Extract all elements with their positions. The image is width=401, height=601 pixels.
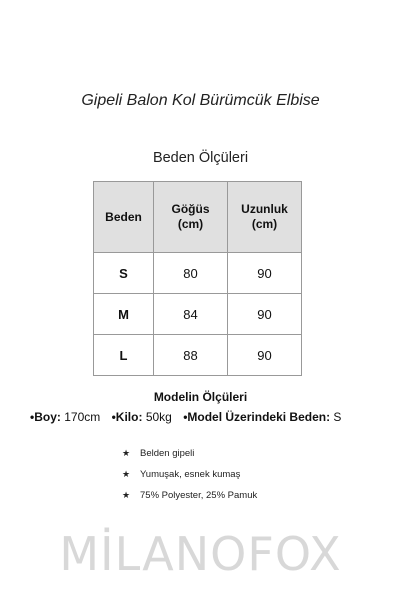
brand-logo: MİLANOFOX bbox=[59, 527, 342, 581]
chest-cell: 80 bbox=[154, 253, 228, 294]
model-weight-value: 50kg bbox=[145, 410, 172, 424]
table-row bbox=[94, 335, 302, 376]
model-size bbox=[183, 410, 341, 424]
size-cell: L bbox=[94, 335, 154, 376]
length-cell: 90 bbox=[228, 335, 302, 376]
chest-cell: 84 bbox=[154, 294, 228, 335]
list-item bbox=[122, 489, 257, 510]
feature-list bbox=[122, 447, 257, 510]
model-measurements-title: Modelin Ölçüleri bbox=[153, 390, 248, 404]
feature-text: 75% Polyester, 25% Pamuk bbox=[140, 490, 258, 501]
header-size bbox=[94, 182, 154, 253]
length-cell: 90 bbox=[228, 294, 302, 335]
size-table-header-row bbox=[94, 182, 302, 253]
model-size-value: S bbox=[333, 410, 342, 424]
model-height-value: 170cm bbox=[64, 410, 101, 424]
star-icon: ★ bbox=[122, 469, 131, 479]
list-item bbox=[122, 447, 257, 468]
model-size-label: Model Üzerindeki Beden: bbox=[187, 410, 331, 424]
length-cell: 90 bbox=[228, 253, 302, 294]
model-height bbox=[30, 410, 100, 424]
chest-cell: 88 bbox=[154, 335, 228, 376]
bullet-icon: • bbox=[111, 410, 116, 424]
header-chest bbox=[154, 182, 228, 253]
model-measurements bbox=[30, 410, 341, 424]
header-length-label: Uzunluk bbox=[241, 202, 288, 216]
model-height-label: Boy: bbox=[34, 410, 61, 424]
model-weight bbox=[112, 410, 172, 424]
product-title: Gipeli Balon Kol Bürümcük Elbise bbox=[81, 92, 320, 109]
feature-text: Belden gipeli bbox=[140, 448, 195, 459]
star-icon: ★ bbox=[122, 448, 131, 458]
header-chest-unit: (cm) bbox=[177, 217, 204, 231]
header-chest-label: Göğüs bbox=[171, 202, 210, 216]
size-cell: S bbox=[94, 253, 154, 294]
star-icon: ★ bbox=[122, 490, 131, 500]
list-item bbox=[122, 468, 257, 489]
feature-text: Yumuşak, esnek kumaş bbox=[140, 469, 241, 480]
size-cell: M bbox=[94, 294, 154, 335]
header-length bbox=[228, 182, 302, 253]
size-table-title: Beden Ölçüleri bbox=[152, 150, 249, 166]
bullet-icon: • bbox=[183, 410, 188, 424]
header-length-unit: (cm) bbox=[251, 217, 278, 231]
model-weight-label: Kilo: bbox=[115, 410, 143, 424]
table-row bbox=[94, 253, 302, 294]
size-table bbox=[93, 181, 302, 376]
table-row bbox=[94, 294, 302, 335]
bullet-icon: • bbox=[30, 410, 35, 424]
header-size-label: Beden bbox=[105, 209, 142, 224]
